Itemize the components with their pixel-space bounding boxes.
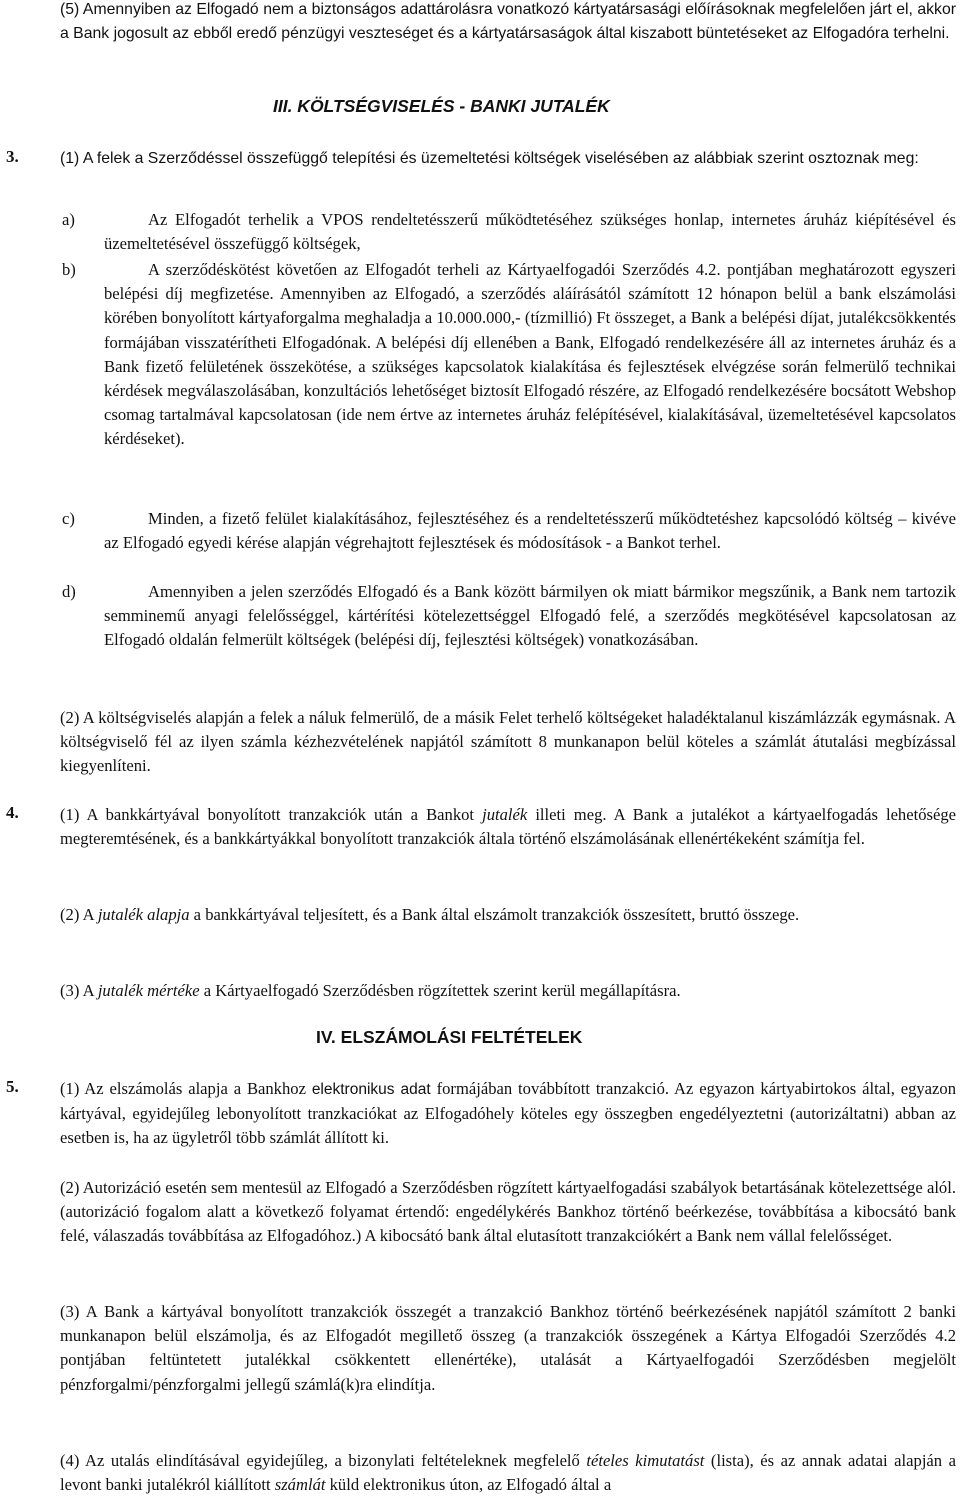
term-jutalek-merteke: jutalék mértéke	[97, 981, 200, 1000]
list-item-c	[104, 507, 956, 555]
clause-4-p3-start: (3) A	[60, 981, 98, 1000]
clause-number-4: 4.	[6, 803, 19, 822]
list-item-d	[104, 580, 956, 653]
clause-5-paragraph-1	[60, 1077, 956, 1151]
clause-4-paragraph-3	[60, 979, 956, 1003]
list-item-b-text: A szerződéskötést követően az Elfogadót terheli az Kártyaelfogadói Szerződés 4.2. pontjában meghatározott egyszeri belépési díj megfizetése. Amennyiben az Elfogadó, a szerződés aláírásától számított 12 hónapon belül a bank elszámolási körében bonyolított kártyaforgalma meghaladja a 10.000.000,- (tízmillió) Ft összeget, a Bank a belépési díjat, jutalékcsökkentés formájában visszatérítheti Elfogadónak. A belépési díj ellenében a Bank, Elfogadó rendelkezésére áll az internetes áruház és a Bank fizető felületének összekötése, a szükséges kapcsolatok kialakítása és fejlesztések elvégzése során felmerülő technikai kérdések megválaszolásában, konzultációs lehetőséget biztosít Elfogadó részére, az Elfogadó rendelkezésére bocsátott Webshop csomag tartalmával kapcsolatosan (ide nem értve az internetes áruház felépítésével, kialakításával, üzemeltetésével kapcsolatos kérdéseket).	[104, 260, 956, 449]
clause-5-paragraph-3: (3) A Bank a kártyával bonyolított tranzakciók összegét a tranzakció Bankhoz történő beérkezésének napjától számított 2 banki munkanapon belül elszámolja, és az Elfogadót megillető összeg (a tranzakciók összegének a Kártya Elfogadói Szerződés 4.2 pontjában feltüntetett jutalékkal csökkentett ellenértéke), utalását a Kártyaelfogadói Szerződésben megjelölt pénzforgalmi/pénzforgalmi jellegű számlá(k)ra elindítja.	[60, 1302, 956, 1394]
clause-5-p1-end: formájában továbbított tranzakció. Az egyazon kártyabirtokos által, egyazon kártyával, egyidejűleg lebonyolított tranzkaciókat az Elfogadóhely köteles egy összegben engedélyeztetni (autorizáltatni) abban az esetben is, ha az ügyletről több számlát állított ki.	[60, 1079, 957, 1148]
list-label-a: a)	[62, 210, 75, 229]
clause-5-p4-middle: (lista), és az annak adatai alapján a levont banki jutalékról kiállított	[60, 1451, 956, 1495]
clause-4-p2-start: (2) A	[60, 905, 98, 924]
clause-3-paragraph-1: (1) A felek a Szerződéssel összefüggő telepítési és üzemeltetési költségek viselésében az alábbiak szerint osztoznak meg:	[60, 150, 919, 167]
clause-4-p2-end: a bankkártyával teljesített, és a Bank által elszámolt tranzakciók összesített, bruttó összege.	[189, 905, 800, 924]
term-elektronikus-adat: elektronikus adat	[311, 1081, 431, 1098]
term-jutalek: jutalék	[482, 805, 528, 824]
clause-4-p1-end: illeti meg. A Bank a jutalékot a kártyaelfogadás lehetősége megteremtésének, és a bankkártyákkal bonyolított tranzakciók általa történő elszámolásának ellenértékeként számítja fel.	[60, 805, 956, 849]
paragraph-5: (5) Amennyiben az Elfogadó nem a biztonságos adattárolásra vonatkozó kártyatársasági előírásoknak megfelelően járt el, akkor a Bank jogosult az ebből eredő pénzügyi veszteséget és a kártyatársaságok által kiszabott büntetéseket az Elfogadóra terhelni.	[60, 1, 956, 43]
clause-4-paragraph-2	[60, 903, 956, 927]
list-item-c-text: Minden, a fizető felület kialakításához, fejlesztéséhez és a rendeltetésszerű működtetéshez kapcsolódó költség – kivéve az Elfogadó egyedi kérése alapján végrehajtott fejlesztések és módosítások - a Bankot terhel.	[104, 509, 956, 553]
list-item-a	[104, 208, 956, 256]
list-label-c: c)	[62, 509, 75, 528]
term-szamlat: számlát	[274, 1475, 326, 1495]
list-item-a-text: Az Elfogadót terhelik a VPOS rendeltetésszerű működtetéséhez szükséges honlap, internetes áruház kiépítésével és üzemeltetésével összefüggő költségek,	[104, 210, 956, 254]
list-label-d: d)	[62, 582, 76, 601]
section-heading-iii: III. KÖLTSÉGVISELÉS - BANKI JUTALÉK	[273, 96, 610, 116]
clause-number-3: 3.	[6, 147, 19, 166]
list-item-b	[104, 258, 956, 452]
clause-3-paragraph-2: (2) A költségviselés alapján a felek a náluk felmerülő, de a másik Felet terhelő költségeket haladéktalanul kiszámlázzák egymásnak. A költségviselő fél az ilyen számla kézhezvételének napjától számított 8 munkanapon belül köteles a számlát átutalási megbízással kiegyenlíteni.	[60, 708, 956, 776]
clause-5-p4-end: küld elektronikus úton, az Elfogadó által a	[325, 1475, 612, 1495]
section-heading-iv: IV. ELSZÁMOLÁSI FELTÉTELEK	[316, 1027, 583, 1047]
clause-5-paragraph-4	[60, 1449, 956, 1497]
term-teteles-kimutatast: tételes kimutatást	[586, 1451, 705, 1470]
term-jutalek-alapja: jutalék alapja	[97, 905, 190, 924]
clause-number-5: 5.	[6, 1077, 19, 1096]
clause-4-p3-end: a Kártyaelfogadó Szerződésben rögzítettek szerint kerül megállapításra.	[199, 981, 681, 1000]
clause-5-paragraph-2: (2) Autorizáció esetén sem mentesül az Elfogadó a Szerződésben rögzített kártyaelfogadási szabályok betartásának kötelezettsége alól. (autorizáció fogalom alatt a következő folyamat értendő: engedélykérés Bankhoz történő beérkezése, továbbítása a kibocsátó bank felé, válaszadás továbbítása az Elfogadóhoz.) A kibocsátó bank által elutasított tranzakciókért a Bank nem vállal felelősséget.	[60, 1178, 956, 1246]
list-label-b: b)	[62, 260, 76, 279]
list-item-d-text: Amennyiben a jelen szerződés Elfogadó és a Bank között bármilyen ok miatt bármikor megszűnik, a Bank nem tartozik semminemű anyagi felelősséggel, kártérítési kötelezettséggel Elfogadó felé, a szerződés megkötésével kapcsolatosan az Elfogadó oldalán felmerült költségek (belépési díj, fejlesztési költségek) vonatkozásában.	[104, 582, 956, 650]
clause-4-paragraph-1	[60, 803, 956, 851]
clause-5-p4-start: (4) Az utalás elindításával egyidejűleg, a bizonylati feltételeknek megfelelő	[60, 1451, 587, 1470]
clause-4-p1-start: (1) A bankkártyával bonyolított tranzakciók után a Bankot	[60, 805, 483, 824]
clause-5-p1-start: (1) Az elszámolás alapja a Bankhoz	[60, 1079, 312, 1098]
